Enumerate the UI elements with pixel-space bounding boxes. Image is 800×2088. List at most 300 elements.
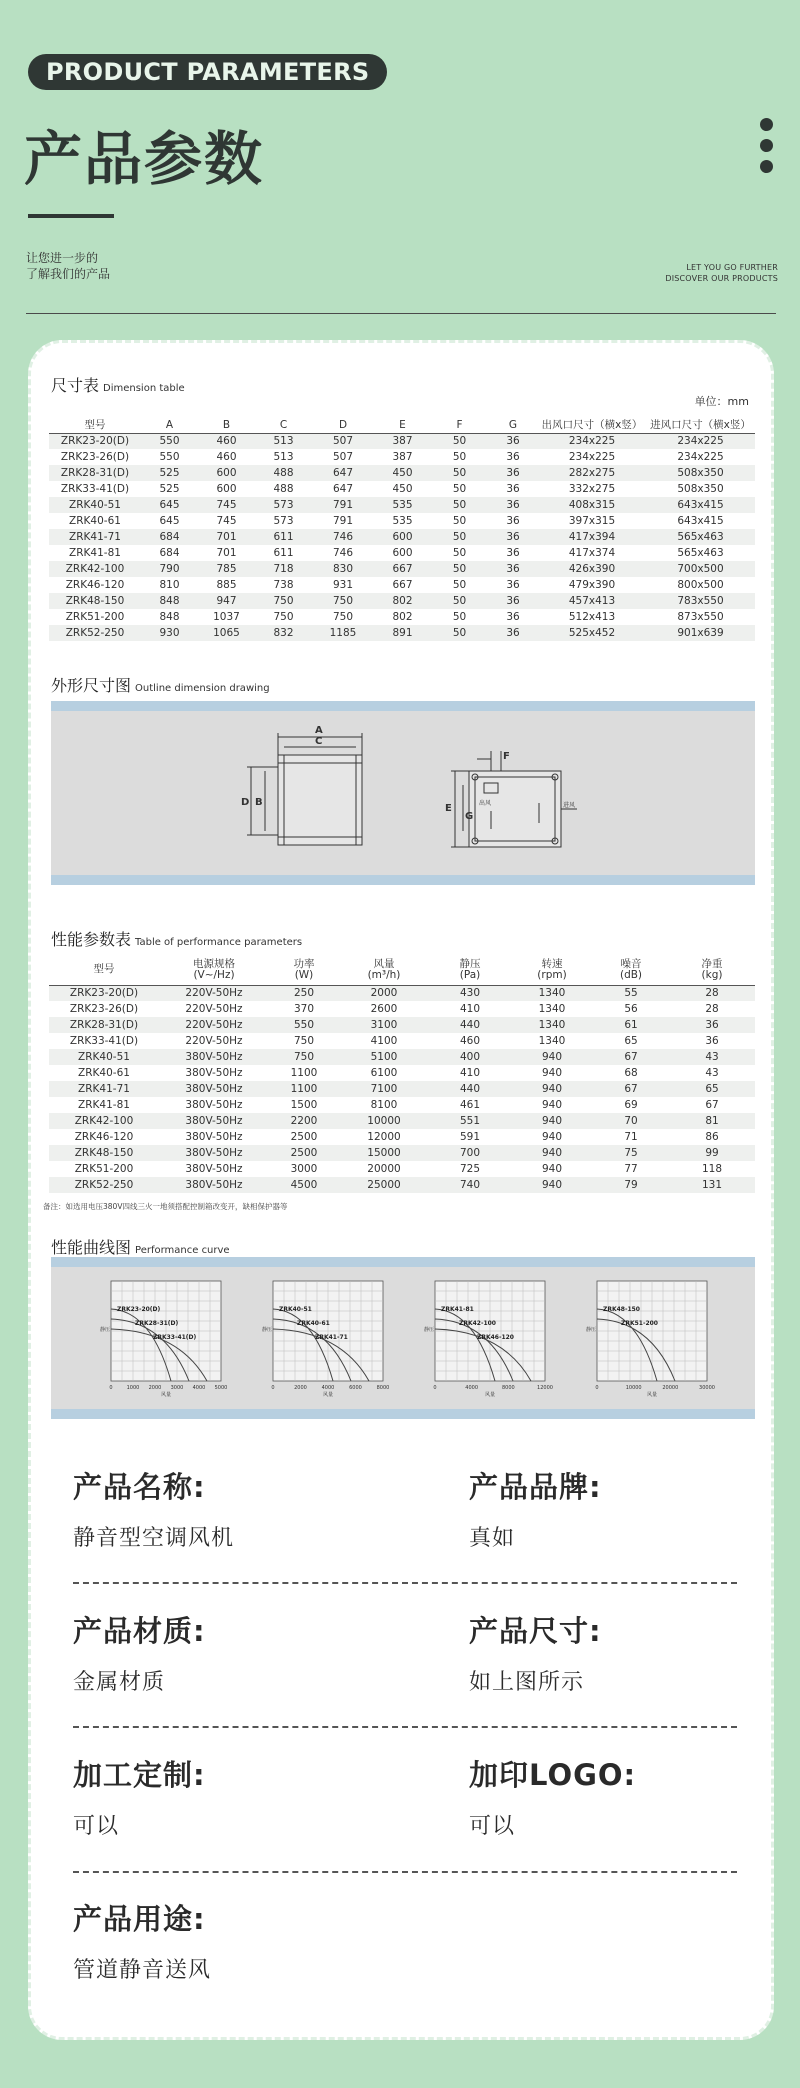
x-tick-label: 5000 — [214, 1385, 228, 1391]
table-cell: 785 — [198, 561, 255, 577]
brand-value: 真如 — [469, 1526, 516, 1551]
table-cell: 750 — [312, 593, 374, 609]
table-cell: 645 — [159, 515, 180, 527]
x-tick-label: 2000 — [294, 1385, 307, 1391]
table-cell: 513 — [273, 451, 294, 463]
section-badge: PRODUCT PARAMETERS — [28, 54, 387, 90]
table-cell: 1340 — [511, 1017, 593, 1033]
table-cell: 525 — [141, 465, 198, 481]
table-cell: 79 — [593, 1177, 669, 1193]
table-cell: 3100 — [339, 1017, 429, 1033]
table-cell: 36 — [488, 465, 538, 481]
table-row — [49, 1097, 755, 1113]
table-cell: 118 — [701, 1163, 723, 1175]
curve-label: ZRK48-150 — [603, 1306, 640, 1313]
table-cell: 450 — [374, 465, 431, 481]
table-cell: 380V-50Hz — [185, 1131, 243, 1143]
table-cell: 525 — [159, 483, 180, 495]
perf-col-header: 电源规格 (V~/Hz) — [159, 955, 269, 985]
table-cell: 380V-50Hz — [185, 1067, 243, 1079]
table-cell: 450 — [392, 483, 413, 495]
perf-col-header: 型号 — [49, 955, 159, 985]
x-tick-label: 4000 — [321, 1385, 335, 1391]
table-cell: 830 — [312, 561, 374, 577]
performance-table — [49, 955, 755, 1193]
x-tick-label: 6000 — [349, 1385, 362, 1391]
table-cell: ZRK28-31(D) — [49, 1017, 159, 1033]
table-cell: 67 — [593, 1081, 669, 1097]
table-cell: 36 — [506, 579, 520, 591]
table-cell: 525x452 — [538, 625, 646, 641]
table-cell: 873x550 — [677, 611, 724, 623]
dim-letter-f: F — [503, 751, 510, 762]
unit-label: 单位：mm — [694, 395, 749, 408]
table-cell: 725 — [459, 1163, 481, 1175]
table-cell: 220V-50Hz — [185, 1035, 243, 1047]
table-cell: 1100 — [269, 1081, 339, 1097]
table-cell: 700x500 — [646, 561, 755, 577]
table-cell: 740 — [429, 1177, 511, 1193]
table-cell: 50 — [452, 579, 467, 591]
table-cell: 380V-50Hz — [159, 1081, 269, 1097]
page-title: 产品参数 — [24, 125, 265, 193]
table-cell: 930 — [141, 625, 198, 641]
table-cell: 667 — [392, 579, 413, 591]
table-cell: 647 — [332, 483, 354, 495]
table-cell: 10000 — [339, 1113, 429, 1129]
table-cell: 36 — [488, 625, 538, 641]
dim-col-header: B — [198, 417, 255, 433]
table-cell: 68 — [624, 1067, 638, 1079]
table-cell: 800x500 — [677, 579, 724, 591]
perf-col-header: 净重 (kg) — [669, 955, 755, 985]
table-row — [49, 1065, 755, 1081]
table-cell: 50 — [452, 547, 467, 559]
table-cell: 611 — [255, 529, 312, 545]
table-cell: 36 — [488, 433, 538, 449]
table-cell: 940 — [541, 1131, 563, 1143]
table-row — [49, 609, 755, 625]
table-cell: 832 — [255, 625, 312, 641]
outlet-label: 出风 — [479, 800, 492, 807]
table-cell: 1500 — [290, 1099, 318, 1111]
x-tick-label: 12000 — [537, 1385, 553, 1391]
x-tick-label: 0 — [433, 1385, 437, 1391]
table-cell: ZRK42-100 — [49, 561, 141, 577]
table-cell: ZRK33-41(D) — [69, 1035, 139, 1047]
table-cell: 701 — [198, 529, 255, 545]
x-tick-label: 2000 — [148, 1385, 162, 1391]
usage-label: 产品用途: — [73, 1902, 206, 1936]
table-row — [49, 625, 755, 641]
x-tick-label: 3000 — [170, 1385, 184, 1391]
title-underline — [28, 214, 114, 218]
table-row — [49, 1129, 755, 1145]
table-cell: 1340 — [511, 985, 593, 1001]
table-cell: 600 — [216, 483, 237, 495]
table-row — [49, 529, 755, 545]
y-axis-label: 静压 — [261, 1327, 273, 1333]
outline-drawing-title: 外形尺寸图 Outline dimension drawing — [51, 676, 270, 695]
table-cell: 380V-50Hz — [185, 1163, 243, 1175]
parameters-card — [28, 340, 774, 2040]
table-cell: 12000 — [367, 1131, 401, 1143]
curve-chart — [424, 1281, 553, 1398]
curve-label: ZRK40-61 — [297, 1320, 330, 1327]
table-cell: 1037 — [213, 611, 240, 623]
table-cell: 535 — [392, 515, 413, 527]
table-cell: 550 — [269, 1017, 339, 1033]
brand-label: 产品品牌: — [469, 1470, 602, 1504]
table-row — [49, 497, 755, 513]
table-cell: 940 — [511, 1177, 593, 1193]
table-cell: ZRK52-250 — [49, 625, 141, 641]
table-cell: 417x394 — [538, 529, 646, 545]
table-cell: ZRK41-81 — [69, 547, 121, 559]
table-cell: 643x415 — [677, 515, 724, 527]
table-cell: 611 — [273, 547, 294, 559]
table-cell: 750 — [332, 611, 354, 623]
table-cell: 508x350 — [646, 465, 755, 481]
table-cell: 43 — [669, 1049, 755, 1065]
dim-letter-e: E — [445, 803, 452, 814]
table-cell: 6100 — [370, 1067, 398, 1079]
x-tick-label: 1000 — [126, 1385, 140, 1391]
divider — [26, 313, 776, 314]
table-cell: 7100 — [339, 1081, 429, 1097]
table-cell: 86 — [705, 1131, 719, 1143]
table-cell: 750 — [273, 611, 294, 623]
table-cell: ZRK40-61 — [78, 1067, 130, 1079]
table-cell: 551 — [429, 1113, 511, 1129]
table-cell: 488 — [255, 465, 312, 481]
table-row — [49, 1049, 755, 1065]
table-cell: ZRK23-20(D) — [49, 433, 141, 449]
perf-col-header: 噪音 (dB) — [593, 955, 669, 985]
table-cell: 885 — [216, 579, 237, 591]
dim-col-header: C — [255, 417, 312, 433]
table-cell: 700 — [429, 1145, 511, 1161]
table-cell: 1185 — [312, 625, 374, 641]
table-cell: 50 — [452, 483, 467, 495]
table-cell: ZRK48-150 — [49, 1145, 159, 1161]
table-cell: 380V-50Hz — [159, 1177, 269, 1193]
table-cell: 750 — [255, 593, 312, 609]
table-cell: 55 — [593, 985, 669, 1001]
perf-col-header: 风量 (m³/h) — [339, 955, 429, 985]
curve-label: ZRK28-31(D) — [135, 1320, 179, 1327]
table-row — [49, 1177, 755, 1193]
curve-chart — [262, 1281, 389, 1398]
curve-label: ZRK23-20(D) — [117, 1306, 161, 1313]
table-cell: 4500 — [269, 1177, 339, 1193]
table-cell: 36 — [506, 547, 520, 559]
table-cell: 1065 — [198, 625, 255, 641]
table-cell: 400 — [429, 1049, 511, 1065]
table-cell: 50 — [431, 625, 488, 641]
curve-label: ZRK42-100 — [459, 1320, 496, 1327]
performance-note: 备注：如选用电压380V四线三火一地须搭配控制箱改变开，缺相保护器等 — [43, 1202, 288, 1211]
table-cell: 410 — [459, 1067, 481, 1079]
table-cell: 70 — [593, 1113, 669, 1129]
dimension-table-title: 尺寸表 Dimension table — [51, 376, 185, 395]
x-axis-label: 风量 — [160, 1392, 172, 1398]
table-cell: 282x275 — [538, 465, 646, 481]
table-cell: 457x413 — [538, 593, 646, 609]
table-row — [49, 593, 755, 609]
table-cell: ZRK23-20(D) — [49, 985, 159, 1001]
table-cell: 370 — [293, 1003, 315, 1015]
table-cell: ZRK40-61 — [69, 515, 121, 527]
table-row — [49, 561, 755, 577]
table-row — [49, 577, 755, 593]
table-cell: ZRK46-120 — [74, 1131, 134, 1143]
table-cell: 507 — [332, 451, 354, 463]
x-tick-label: 10000 — [625, 1385, 642, 1391]
table-cell: 573 — [273, 515, 294, 527]
table-cell: ZRK40-51 — [49, 497, 141, 513]
table-cell: 667 — [374, 561, 431, 577]
performance-table-title: 性能参数表 Table of performance parameters — [51, 930, 303, 949]
table-cell: 947 — [198, 593, 255, 609]
table-cell: ZRK28-31(D) — [49, 465, 141, 481]
dim-letter-a: A — [315, 725, 323, 736]
x-axis-label: 风量 — [322, 1392, 334, 1398]
table-cell: 573 — [255, 497, 312, 513]
table-cell: 460 — [459, 1035, 481, 1047]
x-tick-label: 4000 — [192, 1385, 206, 1391]
inlet-label: 进风 — [563, 802, 576, 809]
table-cell: 802 — [392, 611, 413, 623]
table-row — [49, 985, 755, 1001]
curve-label: ZRK46-120 — [477, 1334, 514, 1341]
dashed-divider — [73, 1582, 737, 1584]
table-cell: 332x275 — [568, 483, 616, 495]
table-cell: 387 — [392, 451, 413, 463]
dim-col-header: 型号 — [49, 417, 141, 433]
name-label: 产品名称: — [73, 1470, 206, 1504]
y-axis-label: 静压 — [423, 1327, 435, 1333]
table-cell: 234x225 — [677, 451, 724, 463]
table-row — [49, 1145, 755, 1161]
x-tick-label: 8000 — [376, 1385, 390, 1391]
dim-col-header: G — [488, 417, 538, 433]
curve-label: ZRK40-51 — [279, 1306, 312, 1313]
table-cell: 50 — [431, 529, 488, 545]
table-cell: 940 — [511, 1049, 593, 1065]
table-cell: 81 — [669, 1113, 755, 1129]
usage-value: 管道静音送风 — [73, 1958, 212, 1983]
table-cell: 1340 — [538, 1035, 566, 1047]
more-icon[interactable] — [760, 118, 776, 181]
dashed-divider — [73, 1871, 737, 1873]
size-value: 如上图所示 — [469, 1670, 585, 1695]
table-cell: 647 — [312, 465, 374, 481]
table-cell: 28 — [705, 1003, 719, 1015]
table-cell: 67 — [705, 1099, 719, 1111]
dim-letter-b: B — [255, 797, 263, 808]
material-label: 产品材质: — [73, 1614, 206, 1648]
table-cell: 380V-50Hz — [159, 1145, 269, 1161]
table-cell: 600 — [392, 547, 413, 559]
x-tick-label: 4000 — [465, 1385, 479, 1391]
table-cell: 891 — [374, 625, 431, 641]
curve-chart — [586, 1281, 715, 1398]
table-cell: 426x390 — [538, 561, 646, 577]
table-cell: 848 — [159, 611, 180, 623]
table-cell: 380V-50Hz — [185, 1099, 243, 1111]
table-cell: 20000 — [367, 1163, 401, 1175]
table-cell: ZRK40-51 — [49, 1049, 159, 1065]
table-cell: ZRK41-71 — [49, 529, 141, 545]
table-cell: 417x374 — [568, 547, 616, 559]
table-cell: 1340 — [538, 1003, 566, 1015]
performance-curve-svg — [51, 1267, 755, 1409]
curve-label: ZRK41-81 — [441, 1306, 474, 1313]
table-cell: 684 — [141, 529, 198, 545]
table-cell: 50 — [452, 515, 467, 527]
curve-label: ZRK33-41(D) — [153, 1334, 197, 1341]
table-cell: 591 — [459, 1131, 481, 1143]
table-cell: 50 — [431, 497, 488, 513]
performance-curve-title: 性能曲线图 Performance curve — [51, 1238, 230, 1257]
y-axis-label: 静压 — [585, 1327, 597, 1333]
table-cell: 2200 — [269, 1113, 339, 1129]
table-cell: 461 — [459, 1099, 481, 1111]
table-cell: 36 — [669, 1017, 755, 1033]
table-cell: 512x413 — [568, 611, 616, 623]
table-cell: 28 — [669, 985, 755, 1001]
table-cell: 36 — [488, 497, 538, 513]
table-cell: 50 — [452, 611, 467, 623]
table-cell: ZRK51-200 — [74, 1163, 134, 1175]
table-cell: 36 — [506, 483, 520, 495]
table-cell: 460 — [198, 433, 255, 449]
table-cell: 5100 — [339, 1049, 429, 1065]
table-cell: 36 — [488, 561, 538, 577]
table-cell: 901x639 — [646, 625, 755, 641]
table-row — [49, 513, 755, 529]
table-cell: 802 — [374, 593, 431, 609]
table-cell: 50 — [431, 433, 488, 449]
table-cell: 69 — [624, 1099, 638, 1111]
table-cell: ZRK46-120 — [65, 579, 125, 591]
table-cell: 738 — [273, 579, 294, 591]
table-cell: 71 — [624, 1131, 638, 1143]
table-row — [49, 1001, 755, 1017]
x-tick-label: 30000 — [699, 1385, 715, 1391]
table-cell: 8100 — [370, 1099, 398, 1111]
table-cell: 410 — [459, 1003, 481, 1015]
table-cell: 234x225 — [538, 433, 646, 449]
x-tick-label: 20000 — [662, 1385, 679, 1391]
table-cell: 550 — [159, 451, 180, 463]
table-cell: ZRK41-71 — [49, 1081, 159, 1097]
table-cell: 643x415 — [646, 497, 755, 513]
table-cell: 931 — [332, 579, 354, 591]
curve-chart — [100, 1281, 227, 1398]
table-cell: 36 — [488, 529, 538, 545]
table-cell: 600 — [374, 529, 431, 545]
table-cell: 36 — [506, 515, 520, 527]
subtitle-en: LET YOU GO FURTHER DISCOVER OUR PRODUCTS — [665, 263, 778, 283]
table-cell: 684 — [159, 547, 180, 559]
table-cell: 940 — [511, 1081, 593, 1097]
table-cell: 701 — [216, 547, 237, 559]
table-cell: 940 — [511, 1145, 593, 1161]
y-axis-label: 静压 — [99, 1327, 111, 1333]
table-cell: 65 — [669, 1081, 755, 1097]
table-cell: 99 — [669, 1145, 755, 1161]
table-cell: 746 — [332, 547, 354, 559]
table-cell: 791 — [332, 515, 354, 527]
table-cell: 50 — [431, 593, 488, 609]
table-cell: ZRK42-100 — [49, 1113, 159, 1129]
table-cell: 50 — [431, 561, 488, 577]
table-row — [49, 1017, 755, 1033]
table-cell: 479x390 — [568, 579, 616, 591]
table-cell: 234x225 — [646, 433, 755, 449]
table-cell: ZRK51-200 — [65, 611, 125, 623]
perf-col-header: 转速 (rpm) — [511, 955, 593, 985]
table-cell: 50 — [452, 451, 467, 463]
table-row — [49, 1161, 755, 1177]
x-tick-label: 8000 — [501, 1385, 515, 1391]
custom-value: 可以 — [73, 1814, 120, 1839]
table-cell: ZRK23-26(D) — [60, 451, 130, 463]
logo-value: 可以 — [469, 1814, 516, 1839]
table-cell: 1100 — [290, 1067, 318, 1079]
table-cell: 2000 — [339, 985, 429, 1001]
table-cell: 745 — [198, 497, 255, 513]
table-cell: 940 — [541, 1099, 563, 1111]
x-tick-label: 0 — [109, 1385, 113, 1391]
dim-letter-d: D — [241, 797, 250, 808]
table-cell: 50 — [431, 465, 488, 481]
table-cell: 43 — [705, 1067, 719, 1079]
table-cell: 488 — [273, 483, 294, 495]
table-cell: 380V-50Hz — [159, 1049, 269, 1065]
table-cell: 2600 — [370, 1003, 398, 1015]
dashed-divider — [73, 1726, 737, 1728]
dim-col-header: A — [141, 417, 198, 433]
table-row — [49, 1081, 755, 1097]
table-cell: 848 — [141, 593, 198, 609]
table-cell: 440 — [429, 1017, 511, 1033]
table-cell: 36 — [506, 611, 520, 623]
table-cell: ZRK33-41(D) — [60, 483, 130, 495]
table-cell: 36 — [506, 451, 520, 463]
table-cell: ZRK23-26(D) — [69, 1003, 139, 1015]
curve-label: ZRK51-200 — [621, 1320, 658, 1327]
table-cell: 25000 — [339, 1177, 429, 1193]
table-cell: 250 — [269, 985, 339, 1001]
table-cell: 4100 — [370, 1035, 398, 1047]
perf-col-header: 静压 (Pa) — [429, 955, 511, 985]
table-cell: 220V-50Hz — [159, 1017, 269, 1033]
table-cell: 36 — [488, 593, 538, 609]
table-cell: 75 — [593, 1145, 669, 1161]
table-row — [49, 433, 755, 449]
table-cell: 645 — [141, 497, 198, 513]
table-cell: 408x315 — [538, 497, 646, 513]
table-cell: ZRK41-81 — [78, 1099, 130, 1111]
table-cell: ZRK52-250 — [49, 1177, 159, 1193]
table-cell: 220V-50Hz — [159, 985, 269, 1001]
table-row — [49, 545, 755, 561]
x-axis-label: 风量 — [646, 1392, 658, 1398]
table-row — [49, 449, 755, 465]
